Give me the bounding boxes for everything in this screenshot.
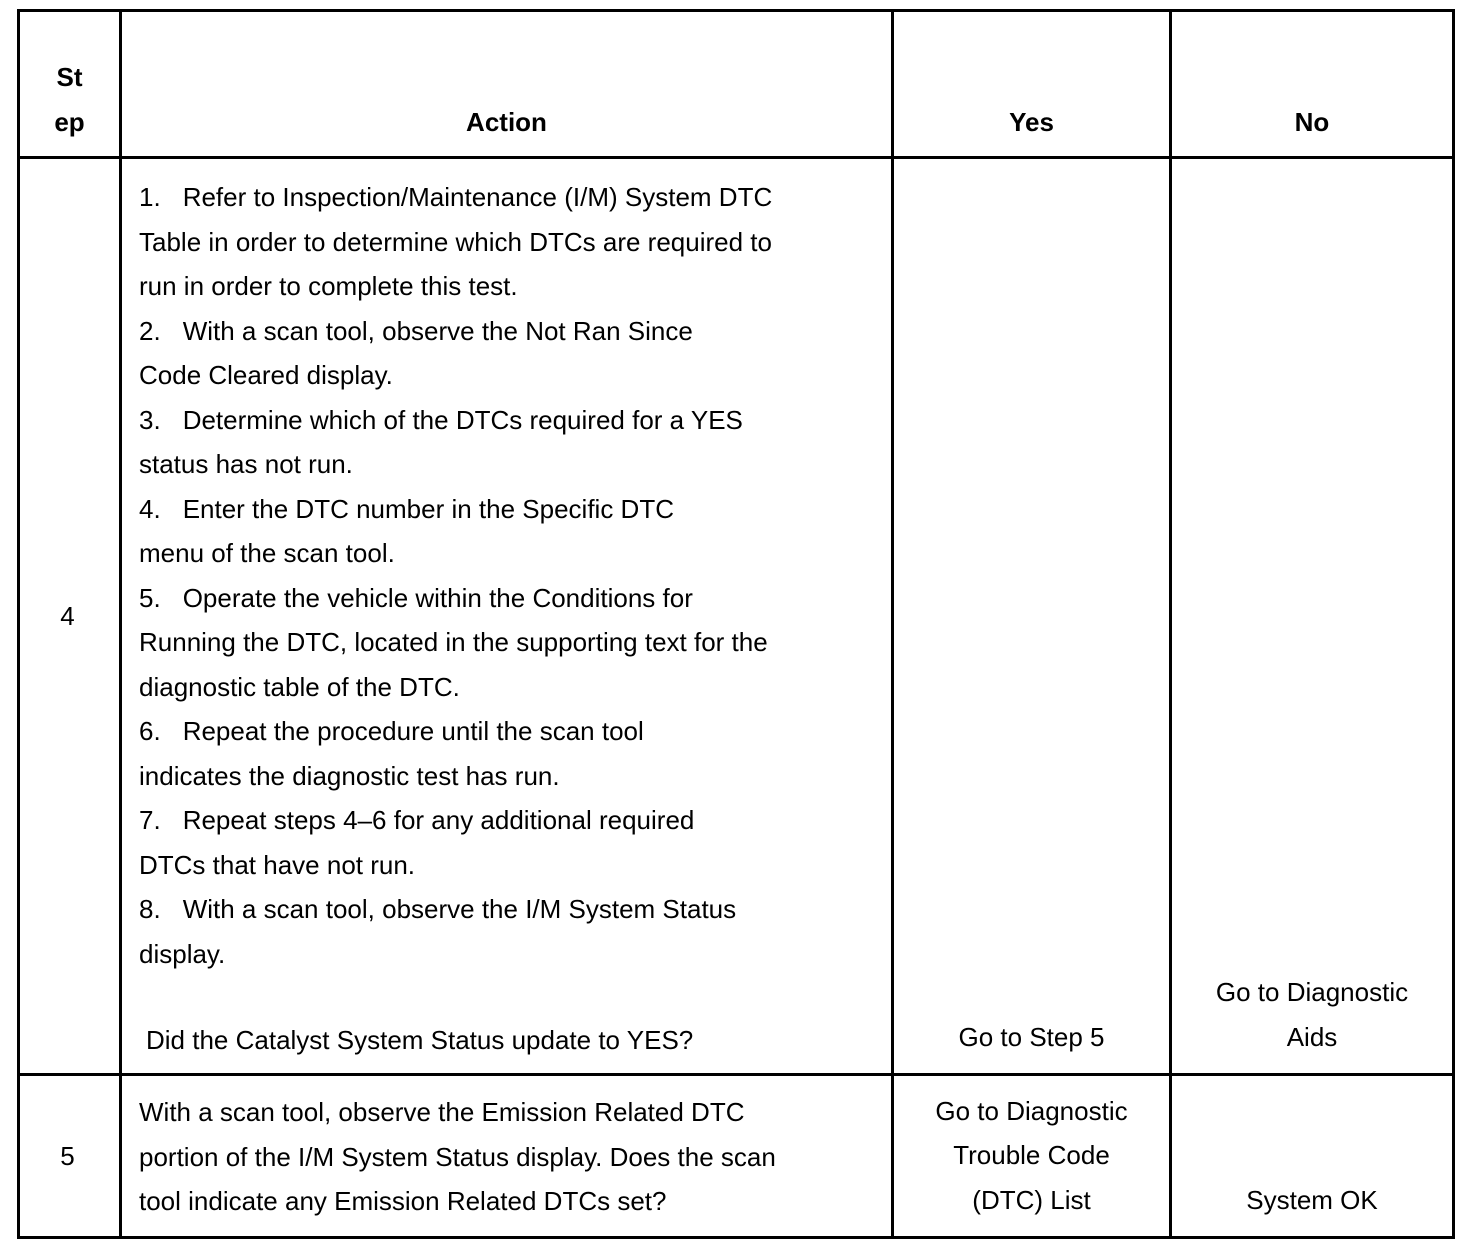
item-text: Refer to Inspection/Maintenance (I/M) System DTC — [182, 182, 773, 212]
item-text: Determine which of the DTCs required for a YES — [182, 404, 743, 435]
yes-header: Yes — [893, 11, 1171, 158]
step-header — [19, 11, 121, 158]
list-item — [139, 398, 871, 487]
diagnostic-table — [17, 9, 1455, 1239]
yes-result: Go to Step 5 — [893, 158, 1171, 1075]
item-number: 7. — [139, 805, 161, 835]
list-item — [139, 887, 871, 976]
step-number: 5 — [19, 1075, 121, 1238]
list-item — [139, 309, 871, 398]
item-text: run in order to complete this test. — [139, 271, 518, 301]
no-result — [1171, 158, 1454, 1075]
item-text: status has not run. — [139, 449, 353, 479]
item-text: Operate the vehicle within the Conditions for — [182, 582, 693, 613]
no-header: No — [1171, 11, 1454, 158]
item-text: DTCs that have not run. — [139, 849, 416, 880]
list-item — [139, 576, 871, 710]
step-number: 4 — [19, 158, 121, 1075]
list-item — [139, 487, 871, 576]
table-row — [19, 1075, 1454, 1238]
item-text: Running the DTC, located in the supporting text for the — [139, 627, 768, 657]
step-header-line2: ep — [54, 106, 85, 137]
no-result: System OK — [1171, 1075, 1454, 1238]
yes-result-line1: Go to Diagnostic — [935, 1095, 1128, 1126]
item-number: 2. — [139, 315, 161, 346]
item-text: indicates the diagnostic test has run. — [139, 760, 560, 791]
item-text: Table in order to determine which DTCs are required to — [139, 226, 772, 257]
list-item — [139, 709, 871, 798]
question-text: Did the Catalyst System Status update to YES? — [146, 1025, 694, 1055]
item-text: menu of the scan tool. — [139, 538, 395, 568]
item-number: 5. — [139, 582, 161, 613]
item-number: 4. — [139, 493, 161, 524]
yes-result-line3: (DTC) List — [972, 1184, 1091, 1215]
item-number: 6. — [139, 716, 161, 746]
no-result-line2: Aids — [1286, 1021, 1338, 1052]
step-header-line1: St — [56, 62, 83, 92]
table-row — [19, 158, 1454, 1075]
item-number: 8. — [139, 894, 161, 924]
yes-result — [893, 1075, 1171, 1238]
item-text: With a scan tool, observe the I/M System Status — [182, 894, 737, 924]
item-text: Repeat the procedure until the scan tool — [182, 716, 644, 746]
item-text: Code Cleared display. — [139, 360, 393, 390]
item-text: With a scan tool, observe the Not Ran Since — [182, 315, 693, 346]
action-cell — [121, 158, 893, 1075]
item-number: 3. — [139, 404, 161, 435]
item-text: diagnostic table of the DTC. — [139, 671, 460, 702]
action-text: tool indicate any Emission Related DTCs set? — [139, 1186, 667, 1216]
header-row — [19, 11, 1454, 158]
action-text: portion of the I/M System Status display. Does the scan — [139, 1141, 776, 1172]
yes-result-line2: Trouble Code — [953, 1140, 1110, 1170]
item-text: display. — [139, 938, 226, 969]
action-header: Action — [121, 11, 893, 158]
action-cell — [121, 1075, 893, 1238]
item-text: Enter the DTC number in the Specific DTC — [182, 493, 674, 524]
item-number: 1. — [139, 182, 161, 212]
item-text: Repeat steps 4–6 for any additional required — [182, 805, 695, 835]
action-text: With a scan tool, observe the Emission Related DTC — [139, 1097, 745, 1127]
list-item — [139, 798, 871, 887]
no-result-line1: Go to Diagnostic — [1215, 977, 1409, 1007]
list-item — [139, 175, 871, 309]
